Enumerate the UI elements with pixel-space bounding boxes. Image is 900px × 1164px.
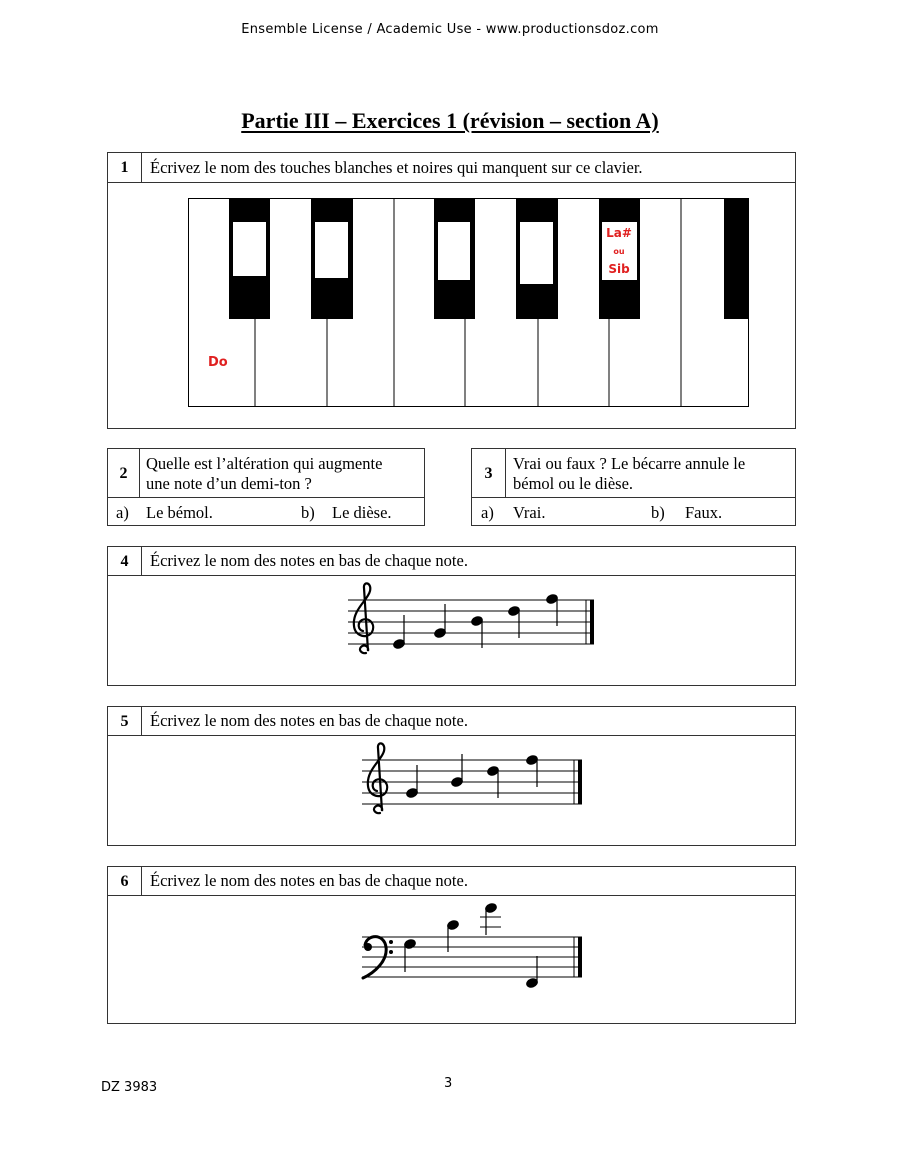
question-4-number: 4 — [108, 547, 142, 576]
question-3-text-line2: bémol ou le dièse. — [513, 474, 634, 493]
question-6-number: 6 — [108, 867, 142, 896]
question-3-text-line1: Vrai ou faux ? Le bécarre annule le — [513, 454, 746, 473]
question-5-box — [107, 706, 796, 846]
question-4-box — [107, 546, 796, 686]
footer-code: DZ 3983 — [101, 1080, 158, 1095]
question-6-box — [107, 866, 796, 1024]
barline-thick — [578, 937, 582, 977]
question-1-box — [107, 152, 796, 429]
question-2-option-b[interactable]: Le dièse. — [332, 503, 392, 522]
question-2-number: 2 — [108, 449, 140, 498]
barline-thick — [590, 600, 594, 644]
black-key-label-line1: La# — [606, 226, 632, 240]
question-2-option-a-letter: a) — [116, 503, 129, 522]
black-key-1 — [229, 199, 270, 319]
treble-clef-icon — [354, 583, 373, 653]
black-key-label-line2: ou — [613, 247, 625, 256]
page-number: 3 — [444, 1076, 453, 1091]
ledger-lines — [480, 917, 501, 927]
white-key-label: Do — [208, 355, 228, 370]
black-key-label-line3: Sib — [608, 262, 630, 276]
question-2-option-a[interactable]: Le bémol. — [146, 503, 213, 522]
question-3-option-b[interactable]: Faux. — [685, 503, 723, 522]
treble-staff-2 — [358, 742, 590, 820]
page-title: Partie III – Exercices 1 (révision – section A) — [241, 108, 659, 133]
question-6-text: Écrivez le nom des notes en bas de chaque note. — [150, 871, 468, 890]
question-3-number: 3 — [472, 449, 506, 498]
question-3-option-b-letter: b) — [651, 503, 665, 522]
black-key-4 — [516, 199, 558, 319]
question-2-box — [107, 448, 425, 526]
treble-clef-icon — [368, 743, 387, 813]
barline-thick — [578, 760, 582, 804]
black-key-5-labeled — [599, 199, 640, 319]
license-header: Ensemble License / Academic Use - www.productionsdoz.com — [241, 22, 659, 37]
note-heads — [405, 754, 539, 800]
black-key-6 — [724, 199, 748, 319]
treble-staff-1 — [344, 582, 604, 660]
staff-lines — [362, 760, 582, 804]
question-5-text: Écrivez le nom des notes en bas de chaque note. — [150, 711, 468, 730]
question-2-option-b-letter: b) — [301, 503, 315, 522]
note-heads — [403, 902, 539, 990]
bass-staff — [358, 901, 590, 993]
piano-keyboard — [188, 198, 750, 408]
question-5-number: 5 — [108, 707, 142, 736]
question-3-option-a-letter: a) — [481, 503, 494, 522]
question-3-option-a[interactable]: Vrai. — [513, 503, 546, 522]
note-stems — [417, 754, 537, 798]
black-key-3 — [434, 199, 475, 319]
question-1-number: 1 — [108, 153, 142, 183]
question-3-box — [471, 448, 796, 526]
note-stems — [405, 908, 537, 983]
black-key-2 — [311, 199, 353, 319]
staff-lines — [362, 937, 582, 977]
question-1-text: Écrivez le nom des touches blanches et noires qui manquent sur ce clavier. — [150, 158, 643, 177]
question-4-text: Écrivez le nom des notes en bas de chaque note. — [150, 551, 468, 570]
question-2-text-line1: Quelle est l’altération qui augmente — [146, 454, 383, 473]
question-2-text-line2: une note d’un demi-ton ? — [146, 474, 312, 493]
